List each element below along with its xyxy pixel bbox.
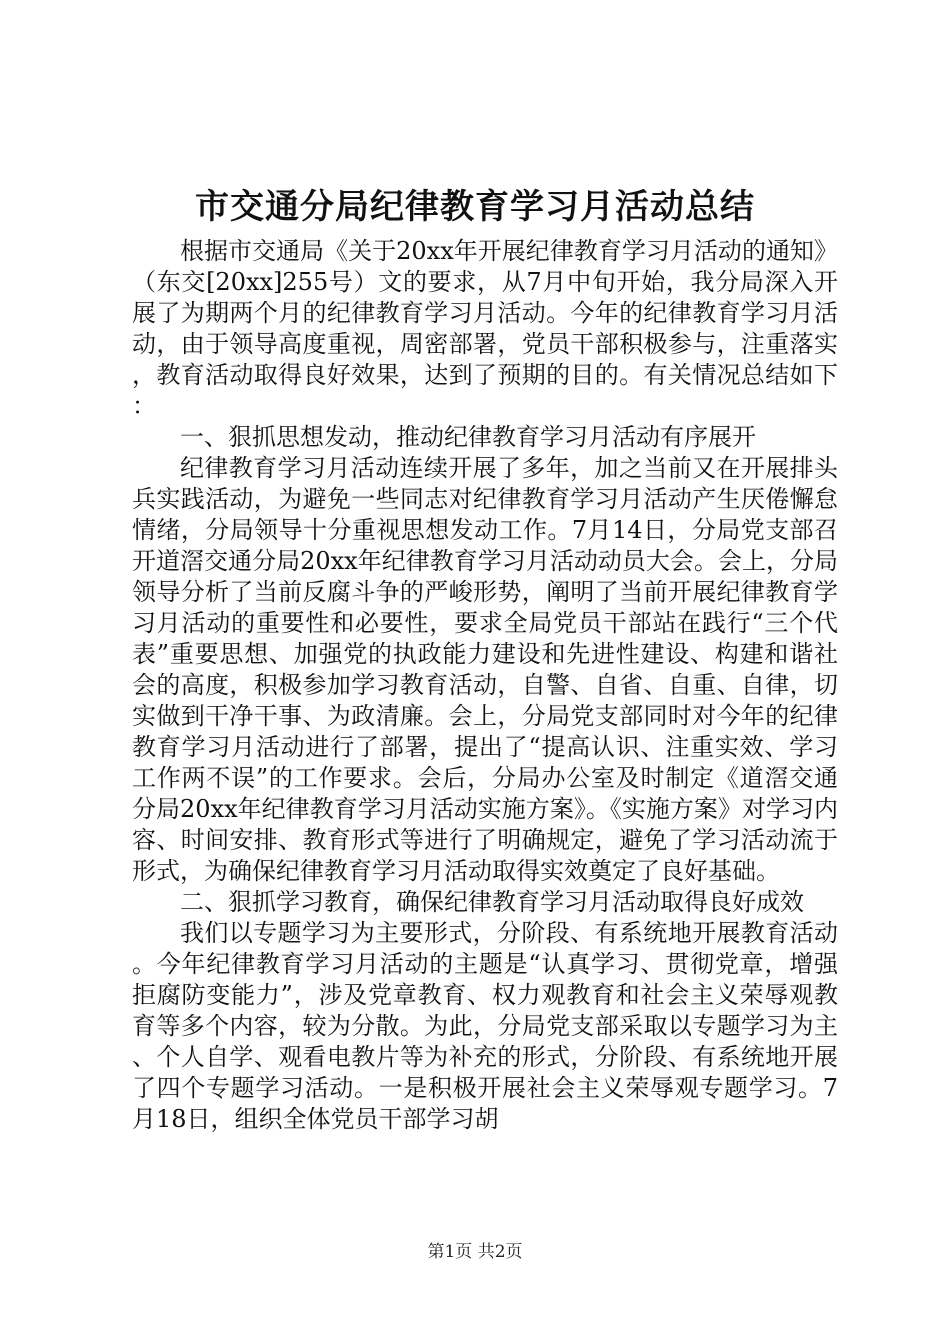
- document-body: [132, 236, 838, 1135]
- section-heading-2: 二、狠抓学习教育，确保纪律教育学习月活动取得良好成效: [180, 888, 804, 916]
- section-heading-1: 一、狠抓思想发动，推动纪律教育学习月活动有序展开: [180, 423, 756, 451]
- page-footer: 第1页 共2页: [427, 1242, 523, 1262]
- paragraph-section-1: 纪律教育学习月活动连续开展了多年，加之当前又在开展排头兵实践活动，为避免一些同志对纪律教育学习月活动产生厌倦懈怠情绪，分局领导十分重视思想发动工作。7月14日，分局党支部召开道滘交通分局20xx年纪律教育学习月活动动员大会。会上，分局领导分析了当前反腐斗争的严峻形势，阐明了当前开展纪律教育学习月活动的重要性和必要性，要求全局党员干部站在践行“三个代表”重要思想、加强党的执政能力建设和先进性建设、构建和谐社会的高度，积极参加学习教育活动，自警、自省、自重、自律，切实做到干净干事、为政清廉。会上，分局党支部同时对今年的纪律教育学习月活动进行了部署，提出了“提高认识、注重实效、学习工作两不误”的工作要求。会后，分局办公室及时制定《道滘交通分局20xx年纪律教育学习月活动实施方案》。《实施方案》对学习内容、时间安排、教育形式等进行了明确规定，避免了学习活动流于形式，为确保纪律教育学习月活动取得实效奠定了良好基础。: [132, 454, 838, 885]
- paragraph-section-2: 我们以专题学习为主要形式，分阶段、有系统地开展教育活动。今年纪律教育学习月活动的主题是“认真学习、贯彻党章，增强拒腐防变能力”，涉及党章教育、权力观教育和社会主义荣辱观教育等多个内容，较为分散。为此，分局党支部采取以专题学习为主、个人自学、观看电教片等为补充的形式，分阶段、有系统地开展了四个专题学习活动。一是积极开展社会主义荣辱观专题学习。7月18日，组织全体党员干部学习胡: [132, 919, 838, 1133]
- paragraph-intro: 根据市交通局《关于20xx年开展纪律教育学习月活动的通知》（东交[20xx]255号）文的要求，从7月中旬开始，我分局深入开展了为期两个月的纪律教育学习月活动。今年的纪律教育学习月活动，由于领导高度重视，周密部署，党员干部积极参与，注重落实，教育活动取得良好效果，达到了预期的目的。有关情况总结如下：: [132, 237, 838, 420]
- document-title: 市交通分局纪律教育学习月活动总结: [195, 187, 755, 227]
